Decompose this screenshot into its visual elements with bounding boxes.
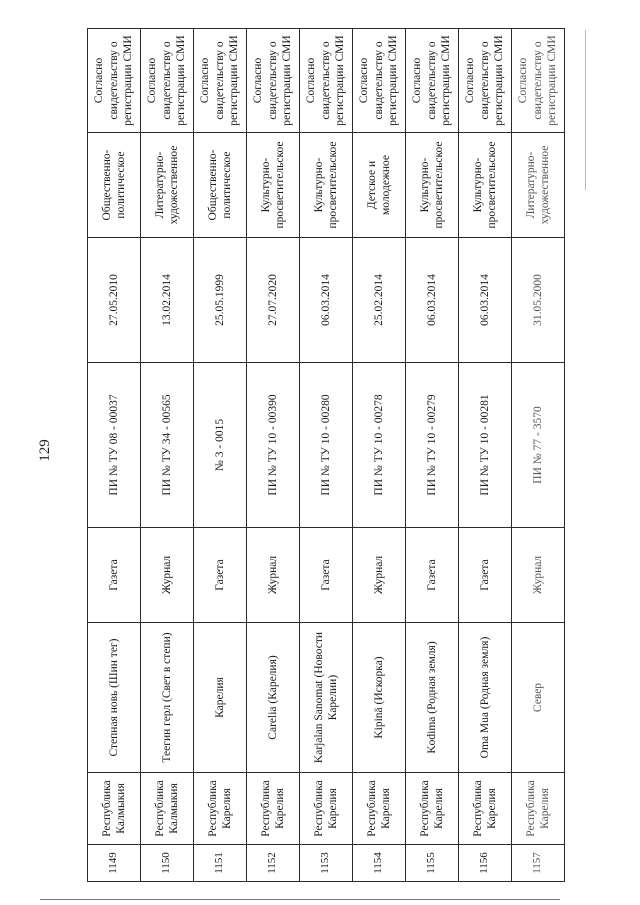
region-cell: Республика Карелия (353, 773, 406, 845)
registration-date-cell: 27.07.2020 (247, 238, 300, 363)
specialization-cell: Общественно-политическое (88, 133, 141, 238)
specialization-cell: Культурно-просветительское (247, 133, 300, 238)
registration-number-cell: ПИ № ТУ 10 - 00281 (459, 363, 512, 528)
language-cell: Согласно свидетельству о регистрации СМИ (406, 29, 459, 133)
publication-type-cell: Журнал (512, 528, 565, 623)
registration-date-cell: 31.05.2000 (512, 238, 565, 363)
row-number-cell: 1155 (406, 845, 459, 882)
row-number-cell: 1151 (194, 845, 247, 882)
table-row (406, 29, 459, 882)
publication-type-cell: Газета (194, 528, 247, 623)
registry-table-wrapper (87, 29, 565, 882)
language-cell: Согласно свидетельству о регистрации СМИ (141, 29, 194, 133)
publication-type-cell: Газета (406, 528, 459, 623)
specialization-cell: Культурно-просветительское (406, 133, 459, 238)
media-registry-table (87, 28, 565, 882)
publication-type-cell: Журнал (141, 528, 194, 623)
registration-number-cell: ПИ № ТУ 08 - 00037 (88, 363, 141, 528)
publication-title-cell: Karjalan Sanomat (Новости Карелии) (300, 623, 353, 773)
publication-type-cell: Журнал (353, 528, 406, 623)
language-cell: Согласно свидетельству о регистрации СМИ (300, 29, 353, 133)
region-cell: Республика Калмыкия (141, 773, 194, 845)
row-number-cell: 1152 (247, 845, 300, 882)
table-row (353, 29, 406, 882)
language-cell: Согласно свидетельству о регистрации СМИ (459, 29, 512, 133)
registration-number-cell: № 3 - 0015 (194, 363, 247, 528)
row-number-cell: 1149 (88, 845, 141, 882)
region-cell: Республика Карелия (459, 773, 512, 845)
registration-number-cell: ПИ № ТУ 10 - 00279 (406, 363, 459, 528)
publication-type-cell: Журнал (247, 528, 300, 623)
scan-edge-line (585, 30, 586, 190)
registration-number-cell: ПИ № ТУ 10 - 00278 (353, 363, 406, 528)
registration-number-cell: ПИ № ТУ 10 - 00280 (300, 363, 353, 528)
registration-date-cell: 27.05.2010 (88, 238, 141, 363)
table-row (194, 29, 247, 882)
registration-number-cell: ПИ № ТУ 10 - 00390 (247, 363, 300, 528)
publication-title-cell: Север (512, 623, 565, 773)
language-cell: Согласно свидетельству о регистрации СМИ (88, 29, 141, 133)
table-row (247, 29, 300, 882)
table-row (459, 29, 512, 882)
specialization-cell: Общественно-политическое (194, 133, 247, 238)
publication-title-cell: Карелия (194, 623, 247, 773)
row-number-cell: 1156 (459, 845, 512, 882)
publication-title-cell: Теегин герл (Свет в степи) (141, 623, 194, 773)
publication-type-cell: Газета (88, 528, 141, 623)
row-number-cell: 1153 (300, 845, 353, 882)
specialization-cell: Литературно-художественное (512, 133, 565, 238)
region-cell: Республика Калмыкия (88, 773, 141, 845)
publication-title-cell: Carelia (Карелия) (247, 623, 300, 773)
specialization-cell: Детское и молодежное (353, 133, 406, 238)
publication-title-cell: Oma Mua (Родная земля) (459, 623, 512, 773)
bottom-rule (40, 899, 560, 900)
publication-type-cell: Газета (459, 528, 512, 623)
region-cell: Республика Карелия (512, 773, 565, 845)
specialization-cell: Культурно-просветительское (300, 133, 353, 238)
language-cell: Согласно свидетельству о регистрации СМИ (353, 29, 406, 133)
registration-date-cell: 25.05.1999 (194, 238, 247, 363)
specialization-cell: Культурно-просветительское (459, 133, 512, 238)
row-number-cell: 1150 (141, 845, 194, 882)
publication-title-cell: Kodima (Родная земля) (406, 623, 459, 773)
registration-date-cell: 06.03.2014 (406, 238, 459, 363)
region-cell: Республика Карелия (194, 773, 247, 845)
table-row (512, 29, 565, 882)
registration-number-cell: ПИ № 77 - 3570 (512, 363, 565, 528)
table-row (300, 29, 353, 882)
row-number-cell: 1157 (512, 845, 565, 882)
page-number: 129 (36, 439, 53, 462)
language-cell: Согласно свидетельству о регистрации СМИ (194, 29, 247, 133)
registration-date-cell: 13.02.2014 (141, 238, 194, 363)
registration-date-cell: 25.02.2014 (353, 238, 406, 363)
table-row (88, 29, 141, 882)
publication-title-cell: Kipinä (Искорка) (353, 623, 406, 773)
language-cell: Согласно свидетельству о регистрации СМИ (512, 29, 565, 133)
specialization-cell: Литературно-художественное (141, 133, 194, 238)
publication-title-cell: Степная новь (Шин тег) (88, 623, 141, 773)
region-cell: Республика Карелия (406, 773, 459, 845)
registration-number-cell: ПИ № ТУ 34 - 00565 (141, 363, 194, 528)
registration-date-cell: 06.03.2014 (300, 238, 353, 363)
table-row (141, 29, 194, 882)
region-cell: Республика Карелия (300, 773, 353, 845)
region-cell: Республика Карелия (247, 773, 300, 845)
registration-date-cell: 06.03.2014 (459, 238, 512, 363)
publication-type-cell: Газета (300, 528, 353, 623)
row-number-cell: 1154 (353, 845, 406, 882)
language-cell: Согласно свидетельству о регистрации СМИ (247, 29, 300, 133)
